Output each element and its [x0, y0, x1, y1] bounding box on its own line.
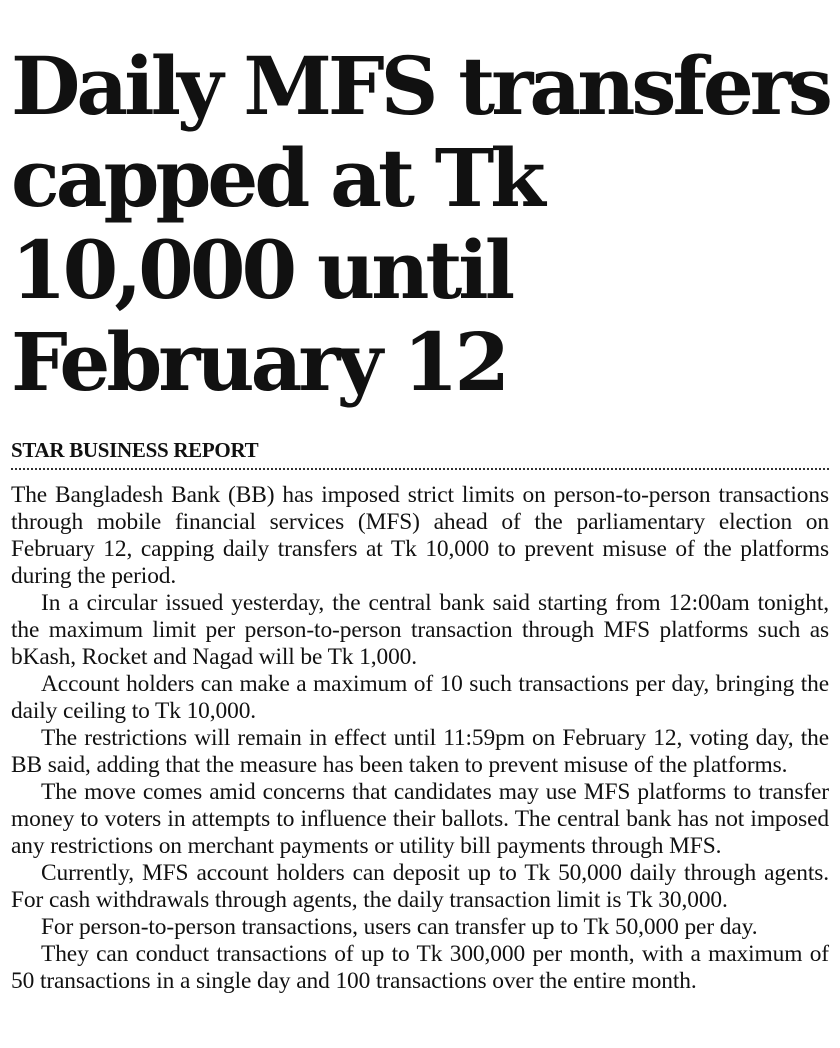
- article-headline: Daily MFS transfers capped at Tk 10,000 until February 12: [11, 39, 829, 409]
- article-paragraph: Account holders can make a maximum of 10 such transactions per day, bringing the daily ceiling to Tk 10,000.: [11, 671, 829, 724]
- article-paragraph: They can conduct transactions of up to Tk 300,000 per month, with a maximum of 50 transactions in a single day and 100 transactions over the entire month.: [11, 941, 829, 994]
- article-byline: STAR BUSINESS REPORT: [11, 438, 259, 462]
- article-paragraph: The Bangladesh Bank (BB) has imposed strict limits on person-to-person transactions through mobile financial services (MFS) ahead of the parliamentary election on February 12, capping daily transfers at Tk 10,000 to prevent misuse of the platforms during the period.: [11, 482, 829, 589]
- article-paragraph: For person-to-person transactions, users can transfer up to Tk 50,000 per day.: [41, 914, 758, 940]
- article-paragraph: In a circular issued yesterday, the central bank said starting from 12:00am tonight, the maximum limit per person-to-person transaction through MFS platforms such as bKash, Rocket and Nagad will be Tk 1,000.: [11, 590, 829, 670]
- article-body: [11, 482, 829, 995]
- article-paragraph: The restrictions will remain in effect until 11:59pm on February 12, voting day, the BB said, adding that the measure has been taken to prevent misuse of the platforms.: [11, 725, 829, 778]
- article-paragraph: The move comes amid concerns that candidates may use MFS platforms to transfer money to voters in attempts to influence their ballots. The central bank has not imposed any restrictions on merchant payments or utility bill payments through MFS.: [11, 779, 829, 859]
- news-article: [11, 0, 829, 995]
- article-paragraph: Currently, MFS account holders can deposit up to Tk 50,000 daily through agents. For cash withdrawals through agents, the daily transaction limit is Tk 30,000.: [11, 860, 829, 913]
- dotted-divider: [11, 468, 829, 470]
